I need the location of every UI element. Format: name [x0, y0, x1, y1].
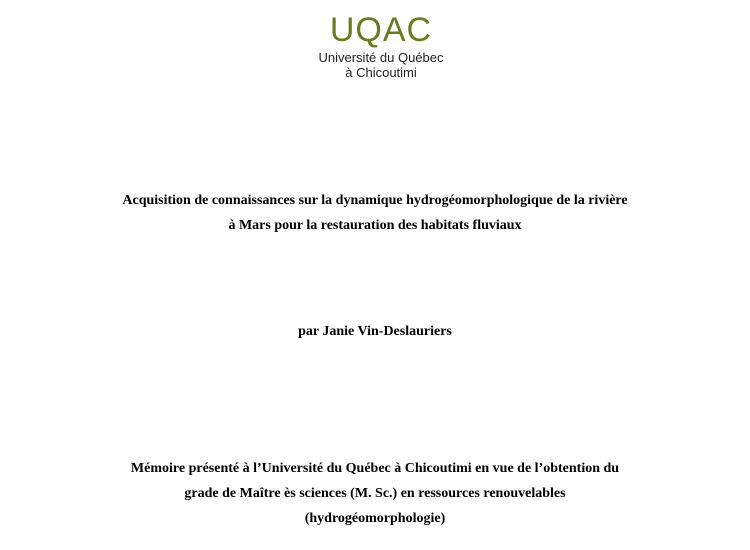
- memoire-line-1: Mémoire présenté à l’Université du Québec à Chicoutimi en vue de l’obtention du: [130, 461, 620, 476]
- logo-wordmark: UQAC: [329, 11, 433, 49]
- logo-line-1: Université du Québec: [318, 50, 444, 65]
- title-line-1: Acquisition de connaissances sur la dynamique hydrogéomorphologique de la rivière: [122, 193, 628, 208]
- degree-statement: [0, 456, 750, 531]
- author-line: [0, 322, 750, 342]
- logo-line-2: à Chicoutimi: [345, 65, 417, 80]
- thesis-title: [0, 188, 750, 238]
- author-name: par Janie Vin-Deslauriers: [298, 324, 452, 339]
- title-line-2: à Mars pour la restauration des habitats fluviaux: [228, 218, 522, 233]
- uqac-logo: [0, 10, 750, 80]
- memoire-line-3: (hydrogéomorphologie): [304, 511, 446, 526]
- memoire-line-2: grade de Maître ès sciences (M. Sc.) en ressources renouvelables: [184, 486, 566, 501]
